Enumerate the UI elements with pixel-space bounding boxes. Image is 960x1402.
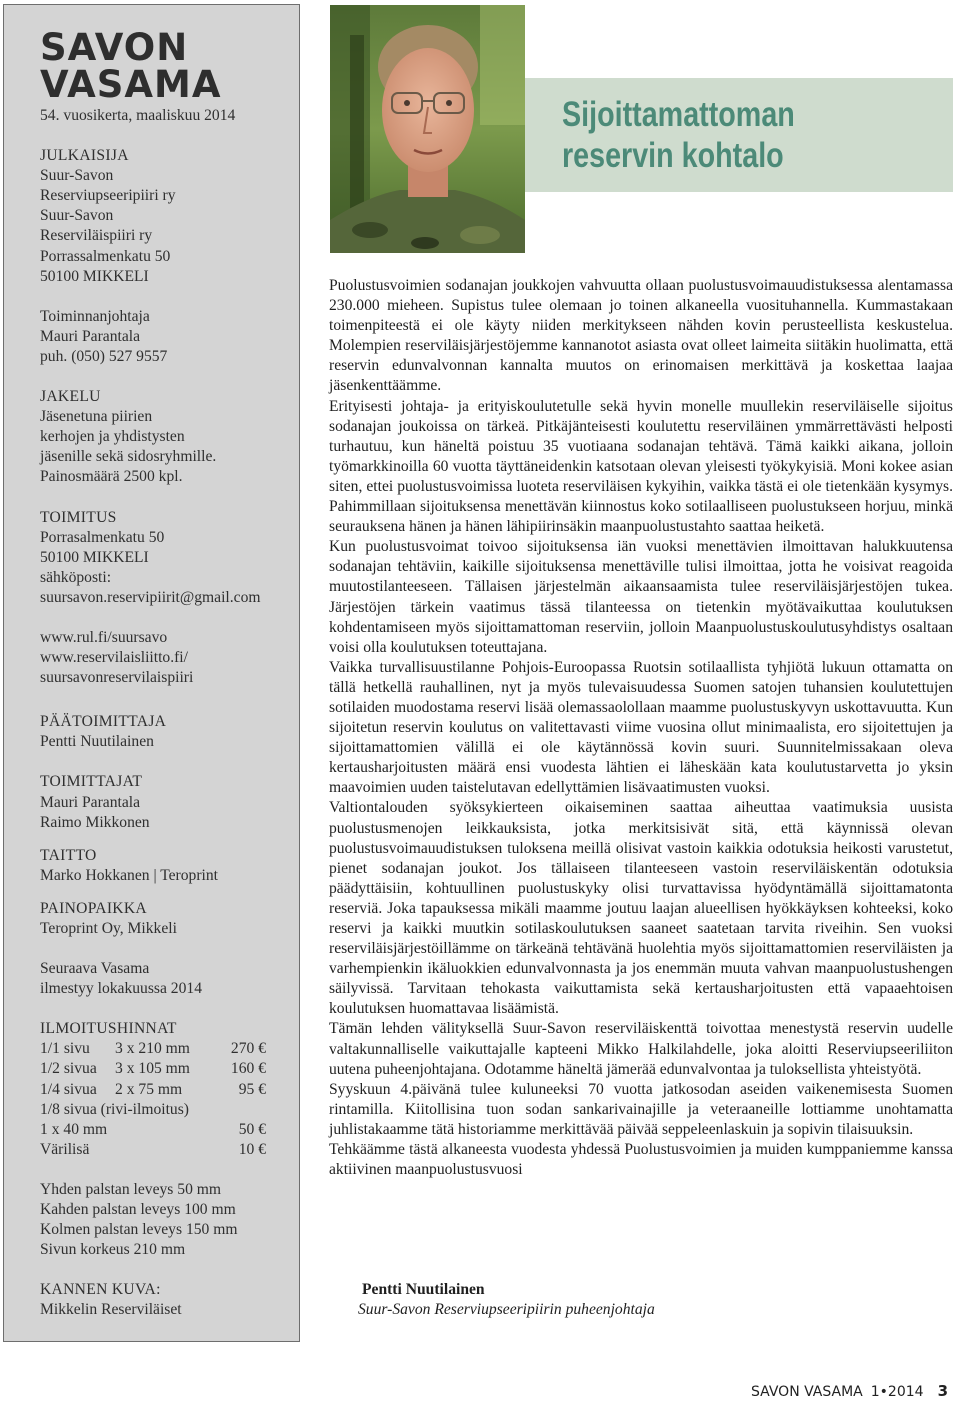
editor-in-chief-heading: PÄÄTOIMITTAJA — [40, 713, 167, 731]
distribution-block — [40, 387, 295, 487]
ad-price: 95 € — [238, 1080, 266, 1098]
distribution-heading: JAKELU — [40, 388, 101, 406]
ad-dims: 3 x 105 mm — [115, 1060, 190, 1078]
article-paragraph: Tämän lehden välityksellä Suur-Savon reserviläiskenttä toivottaa menestystä reservin uudelle valtakunnalliselle vaikuttajalle kapteeni Mikko Halkilahdelle, joka aloitti Reserviupseeriliiton uutena puheenjohtajana. Odotamme häneltä jämerää edunvalvontaa ja tuloksellista yhteistyötä. — [329, 1020, 953, 1078]
editorial-office-block — [40, 508, 295, 608]
article-paragraph: Kun puolustusvoimat toivoo sijoituksensa iän vuoksi menettävien ilmoittavan halukkuutensa sodanajan tehtäviin, kaikille sijoituksensa menettäville tulisi ilmoittaa, jotta he voisivat reagoida muutostilanteeseen. Tällaisen järjestelmän aikaansaamista tulee reserviläisjärjestöjen tukea. Järjestöjen tärkein vaatimus tässä tilanteessa on tietenkin myötävaikuttaa koulutuksen kohdentamiseen myös sijoittamattoman reserviin, jolloin Maanpuolustuskoulutusyhdistys osaltaan voisi olla koulutuksen toteuttajana. — [329, 538, 953, 656]
article-title: Sijoittamattoman reservin kohtalo — [562, 95, 795, 175]
next-issue-text: Seuraava Vasama ilmestyy lokakuussa 2014 — [40, 960, 202, 998]
cover-text: Mikkelin Reserviläiset — [40, 1301, 182, 1319]
footer-issue: 1•2014 — [870, 1384, 924, 1400]
page-number: 3 — [937, 1382, 948, 1400]
print-heading: PAINOPAIKKA — [40, 899, 147, 917]
editorial-office-text: Porrasalmenkatu 50 50100 MIKKELI sähköposti: suursavon.reservipiirit@gmail.com — [40, 528, 261, 606]
column-width-text: Yhden palstan leveys 50 mm Kahden palstan leveys 100 mm Kolmen palstan leveys 150 mm Sivun korkeus 210 mm — [40, 1180, 238, 1259]
layout-text: Marko Hokkanen | Teroprint — [40, 866, 218, 884]
article-paragraph: Erityisesti johtaja- ja erityiskoulutetulle sekä hyvin monelle muullekin reserviläiselle sijoitus sodanajan joukoissa on tärkeä. Pitkäjänteisesti koulutettu reserviläinen ymmärrettävästi helposti turhautuu, kun häneltä poistuu 35 vuotiaana sodanajan tehtävä. Tämä kaikki aikana, jolloin työmarkkinoilla 60 vuotta täyttäneidenkin katsotaan olevan yleisesti työkykyisiä. Moni kokee asian siten, ettei puolustusvoimissa luoteta reserviläisen kykyihin, vaikka tästä ei ole tietenkään kysymys. Pahimmillaan sijoituksensa menettävän kiinnostus koko sotilaalliseen puolustukseen horjuu, minkä seurauksena hänen ja hänen lähipiirinsäkin maanpuolustustahto saattaa heiketä. — [329, 397, 953, 536]
signature-name: Pentti Nuutilainen — [362, 1281, 485, 1298]
editors-names: Mauri Parantala Raimo Mikkonen — [40, 793, 150, 831]
ad-size: 1/4 sivua — [40, 1080, 97, 1098]
next-issue-block — [40, 959, 295, 999]
ad-price-row — [40, 1120, 266, 1140]
color-surcharge-row — [40, 1140, 266, 1160]
author-portrait-photo — [330, 5, 525, 253]
masthead-line1: SAVON — [40, 26, 189, 69]
article-paragraph: Vaikka turvallisuustilanne Pohjois-Euroopassa Ruotsin sotilaallista tyhjiötä lukuun ottamatta on tällä hetkellä rauhallinen, nyt ja myös tulevaisuudessa Suomen satojen tuhansien koulutettujen sotilaiden muodostama reservi lisää olemassaolollaan maamme puolustuskyvyn uskottavuutta. Kun sijoitetun reservin koulutus on valitettavasti viime vuosina ollut minimaalista, ero sijoitettujen ja sijoittamattomien välillä ei ole käytännössä kovin suuri. Suunnitelmissakaan oleva kertausharjoitusten määrä ensi vuodesta lähtien ei läheskään kata koulutustarvetta jo yksin maavoimien uuden taistelutavan edellyttämien lisävaatimusten vuoksi. — [329, 658, 953, 797]
ad-size: 1/2 sivua — [40, 1060, 97, 1078]
color-surcharge-price: 10 € — [238, 1140, 266, 1158]
web-links: www.rul.fi/suursavo www.reservilaisliitto.fi/ suursavonreservilaispiiri — [40, 628, 194, 687]
ad-prices-block — [40, 1019, 295, 1160]
ad-dims: 3 x 210 mm — [115, 1040, 190, 1058]
director-text: Toiminnanjohtaja Mauri Parantala puh. (050) 527 9557 — [40, 307, 168, 365]
ad-price: 270 € — [230, 1040, 266, 1058]
editor-in-chief-name: Pentti Nuutilainen — [40, 733, 154, 751]
footer-publication: SAVON VASAMA — [751, 1384, 863, 1400]
ad-dims: 1 x 40 mm — [40, 1120, 108, 1138]
ad-price-row — [40, 1039, 266, 1059]
publisher-text: Suur-Savon Reserviupseeripiiri ry Suur-Savon Reserviläispiiri ry Porrassalmenkatu 50 50100 MIKKELI — [40, 167, 176, 285]
cover-block — [40, 1280, 295, 1320]
signature-role: Suur-Savon Reserviupseeripiirin puheenjohtaja — [358, 1301, 655, 1318]
masthead-logo — [40, 26, 222, 106]
ad-price: 50 € — [238, 1120, 266, 1138]
ad-size: 1/1 sivu — [40, 1040, 90, 1058]
director-block — [40, 307, 295, 367]
ad-eighth-label: 1/8 sivua (rivi-ilmoitus) — [40, 1100, 189, 1118]
article-paragraph: Puolustusvoimien sodanajan joukkojen vahvuutta ollaan puolustusvoimauudistuksessa alentamassa 230.000 mieheen. Supistus tulee olemaan jo toinen alkaneella vuosituhannella. Kummastakaan toimenpiteestä ei ole käyty niiden merkitykseen nähden kovin perusteellista keskustelua. Molempien reserviläisjärjestöjemme kannanotot asiasta ovat olleet laimeita siitäkin huolimatta, että reservin edunvalvonnan kannalta muutos on erinomaisen merkittävä ja koskettaa laajaa jäsenkenttäämme. — [329, 277, 953, 395]
column-width-block — [40, 1180, 295, 1260]
article-title-band — [525, 78, 953, 192]
ad-price-row — [40, 1080, 266, 1100]
article-paragraph: Valtiontalouden syöksykierteen oikaiseminen saattaa aiheuttaa vaatimuksia uusista puolustusmenojen leikkauksista, jotka merkitsisivät sitä, että käynnissä olevan puolustusvoimauudistuksen tuloksena meillä olisivat vastoin kaikkia odotuksia heikosti varustetut, pienet sodanajan joukot. Jos tällaiseen tilanteeseen vastoin reserviläiskentän odotuksia päädyttäisiin, kohtuullinen puolustuskyky olisi turvattavissa hyödyntämällä sijoittamatonta reserviä. Joka tapauksessa mikäli maamme joutuu laajan alueellisen hyökkäyksen kohteeksi, koko reservi ja kaikki muutkin sotilaskoulutuksen saaneet saatetaan tarvita riveihin. Sen vuoksi reserviläisjärjestöillämme on tärkeänä tehtävänä huolehtia myös sijoittamattomien reserviläisten ja varhempienkin ikäluokkien edunvalvonnasta ja jos enemmän muuta vahvan maanpuolustushengen säilyvissä. Tarvitaan tehokasta vaikuttamista sekä kertausharjoitusten että vapaaehtoisen koulutuksen huomattavaa lisäämistä. — [329, 799, 953, 1018]
ad-price-row — [40, 1059, 266, 1079]
ad-prices-heading: ILMOITUSHINNAT — [40, 1020, 177, 1038]
editor-in-chief-block — [40, 712, 295, 752]
article-body — [329, 276, 953, 1180]
colophon-sidebar — [3, 4, 300, 1342]
editors-block — [40, 772, 295, 832]
layout-block — [40, 846, 295, 886]
page-footer — [751, 1382, 948, 1400]
distribution-text: Jäsenetuna piirien kerhojen ja yhdistysten jäsenille sekä sidosryhmille. Painosmäärä 2500 kpl. — [40, 408, 217, 486]
cover-heading: KANNEN KUVA: — [40, 1281, 161, 1299]
editorial-office-heading: TOIMITUS — [40, 508, 117, 526]
edition-line: 54. vuosikerta, maaliskuu 2014 — [40, 107, 236, 124]
editors-heading: TOIMITTAJAT — [40, 773, 143, 791]
publisher-heading: JULKAISIJA — [40, 147, 129, 165]
print-block — [40, 899, 295, 939]
ad-dims: 2 x 75 mm — [115, 1080, 183, 1098]
color-surcharge-label: Värilisä — [40, 1140, 90, 1158]
article-paragraph: Tehkäämme tästä alkaneesta vuodesta yhdessä Puolustusvoimien ja muiden kumppaniemme kanssa aktiivinen maanpuolustusvuosi — [329, 1141, 953, 1179]
print-text: Teroprint Oy, Mikkeli — [40, 920, 177, 937]
publisher-block — [40, 146, 295, 287]
layout-heading: TAITTO — [40, 846, 97, 864]
colophon-content — [40, 106, 295, 1321]
web-block — [40, 628, 295, 688]
article-paragraph: Syyskuun 4.päivänä tulee kuluneeksi 70 vuotta jatkosodan aseiden vaikenemisesta Suomen rintamilla. Kiitollisina tuon sodan sankarivainajille ja veteraaneille lottiamme unohtamatta juhlistakaamme tätä historiamme merkittävää päivää seppeleenlaskuin ja sopivin tilaisuuksin. — [329, 1080, 953, 1138]
ad-price: 160 € — [230, 1060, 266, 1078]
masthead-line2: VASAMA — [40, 63, 222, 106]
